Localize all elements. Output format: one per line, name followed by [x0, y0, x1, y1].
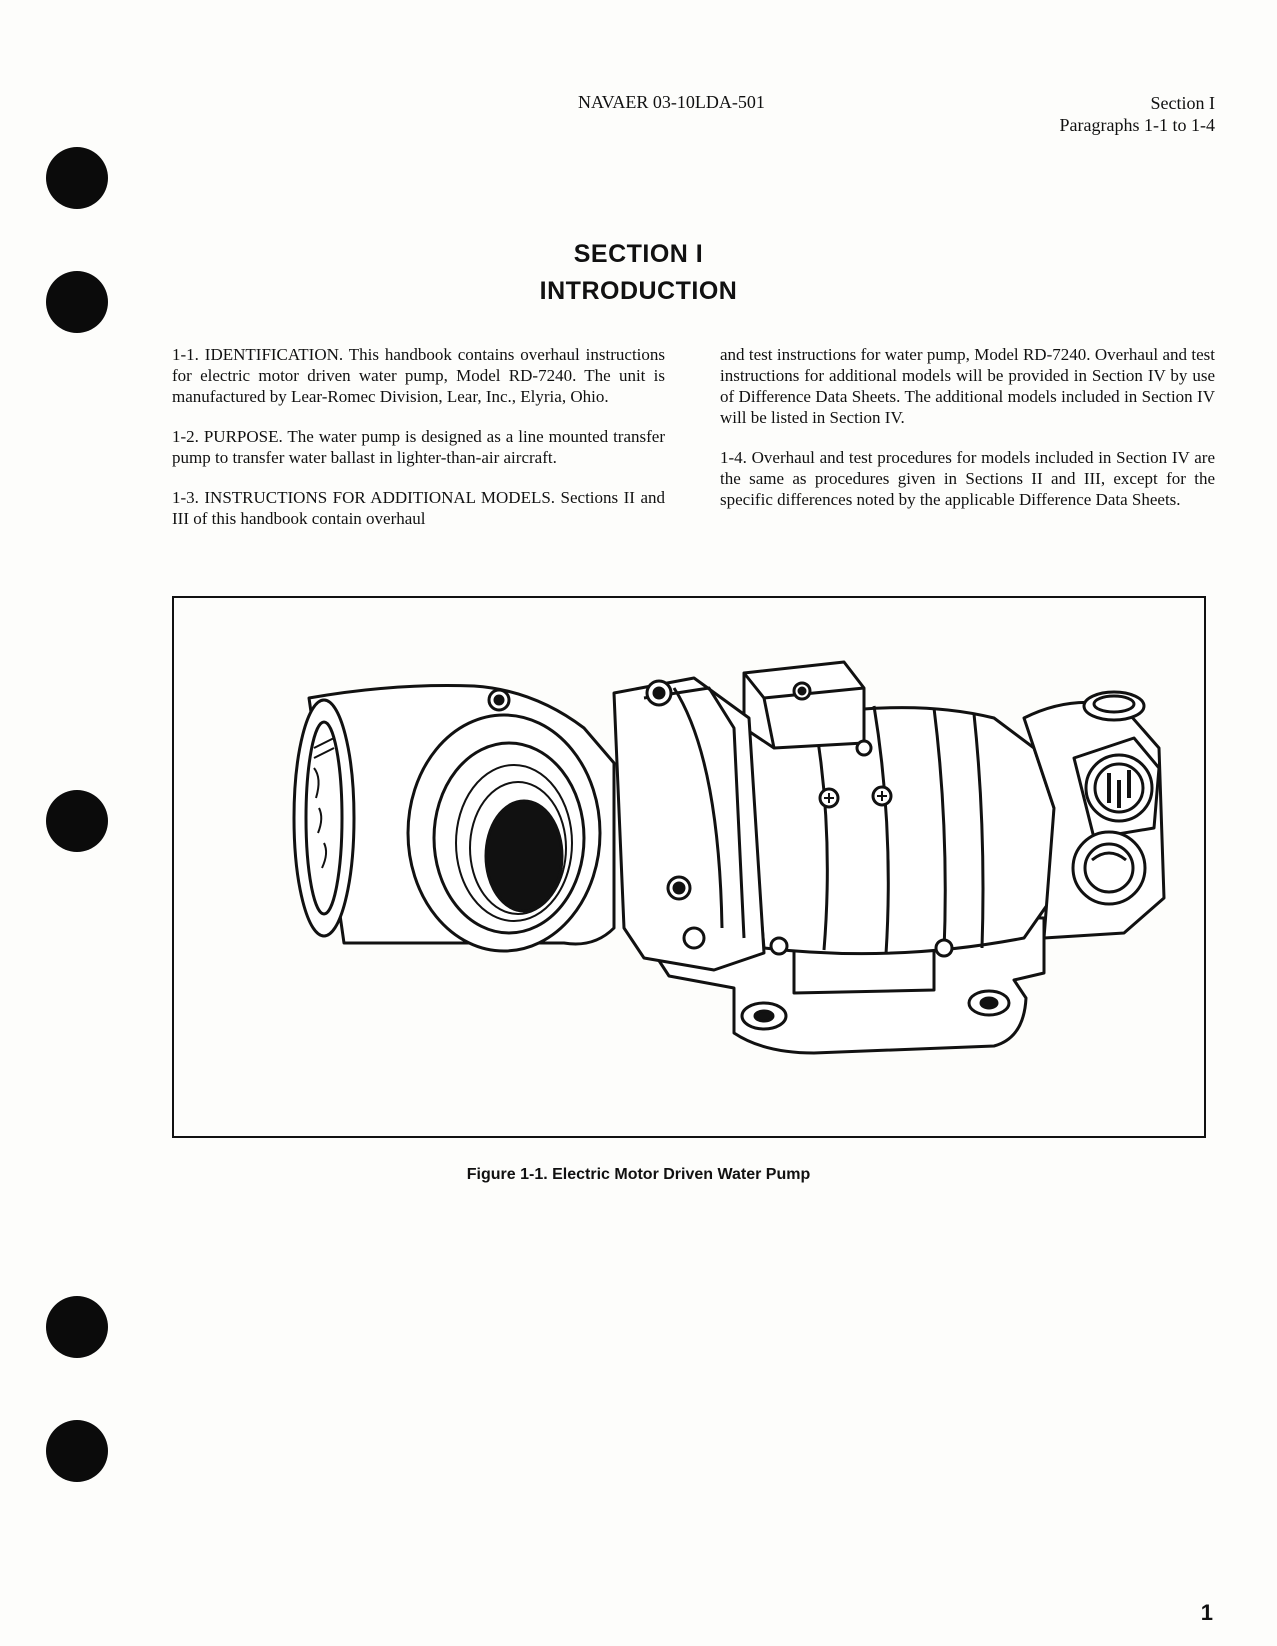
page-number: 1 — [1200, 1600, 1213, 1625]
binder-hole-5 — [46, 1420, 108, 1482]
paragraph-range: Paragraphs 1-1 to 1-4 — [1059, 115, 1215, 135]
figure-caption: Figure 1-1. Electric Motor Driven Water Pump — [466, 1166, 811, 1183]
water-pump-illustration — [174, 598, 1204, 1136]
binder-hole-3 — [46, 790, 108, 852]
document-number: NAVAER 03-10LDA-501 — [578, 92, 765, 112]
paragraph-1-4: 1-4. Overhaul and test procedures for models included in Section IV are the same as procedures given in Sections II and III, except for the specific differences noted by the applicable Difference Data Sheets. — [720, 448, 1215, 509]
figure-frame — [172, 596, 1206, 1138]
section-title: SECTION I — [573, 240, 704, 268]
binder-hole-1 — [46, 147, 108, 209]
section-header — [1060, 92, 1215, 136]
paragraph-1-2: 1-2. PURPOSE. The water pump is designed as a line mounted transfer pump to transfer water ballast in lighter-than-air aircraft. — [172, 427, 665, 467]
left-column — [172, 344, 665, 548]
section-subtitle: INTRODUCTION — [539, 277, 738, 305]
paragraph-1-3: 1-3. INSTRUCTIONS FOR ADDITIONAL MODELS. Sections II and III of this handbook contain overhaul — [172, 488, 665, 528]
right-column — [720, 344, 1215, 529]
binder-hole-4 — [46, 1296, 108, 1358]
section-label: Section I — [1150, 93, 1215, 113]
paragraph-1-1: 1-1. IDENTIFICATION. This handbook contains overhaul instructions for electric motor driven water pump, Model RD-7240. The unit is manufactured by Lear-Romec Division, Lear, Inc., Elyria, Ohio. — [172, 345, 665, 406]
paragraph-1-3-continued: and test instructions for water pump, Model RD-7240. Overhaul and test instructions for additional models will be provided in Section IV by use of Difference Data Sheets. The additional models included in Section IV will be listed in Section IV. — [720, 345, 1215, 427]
